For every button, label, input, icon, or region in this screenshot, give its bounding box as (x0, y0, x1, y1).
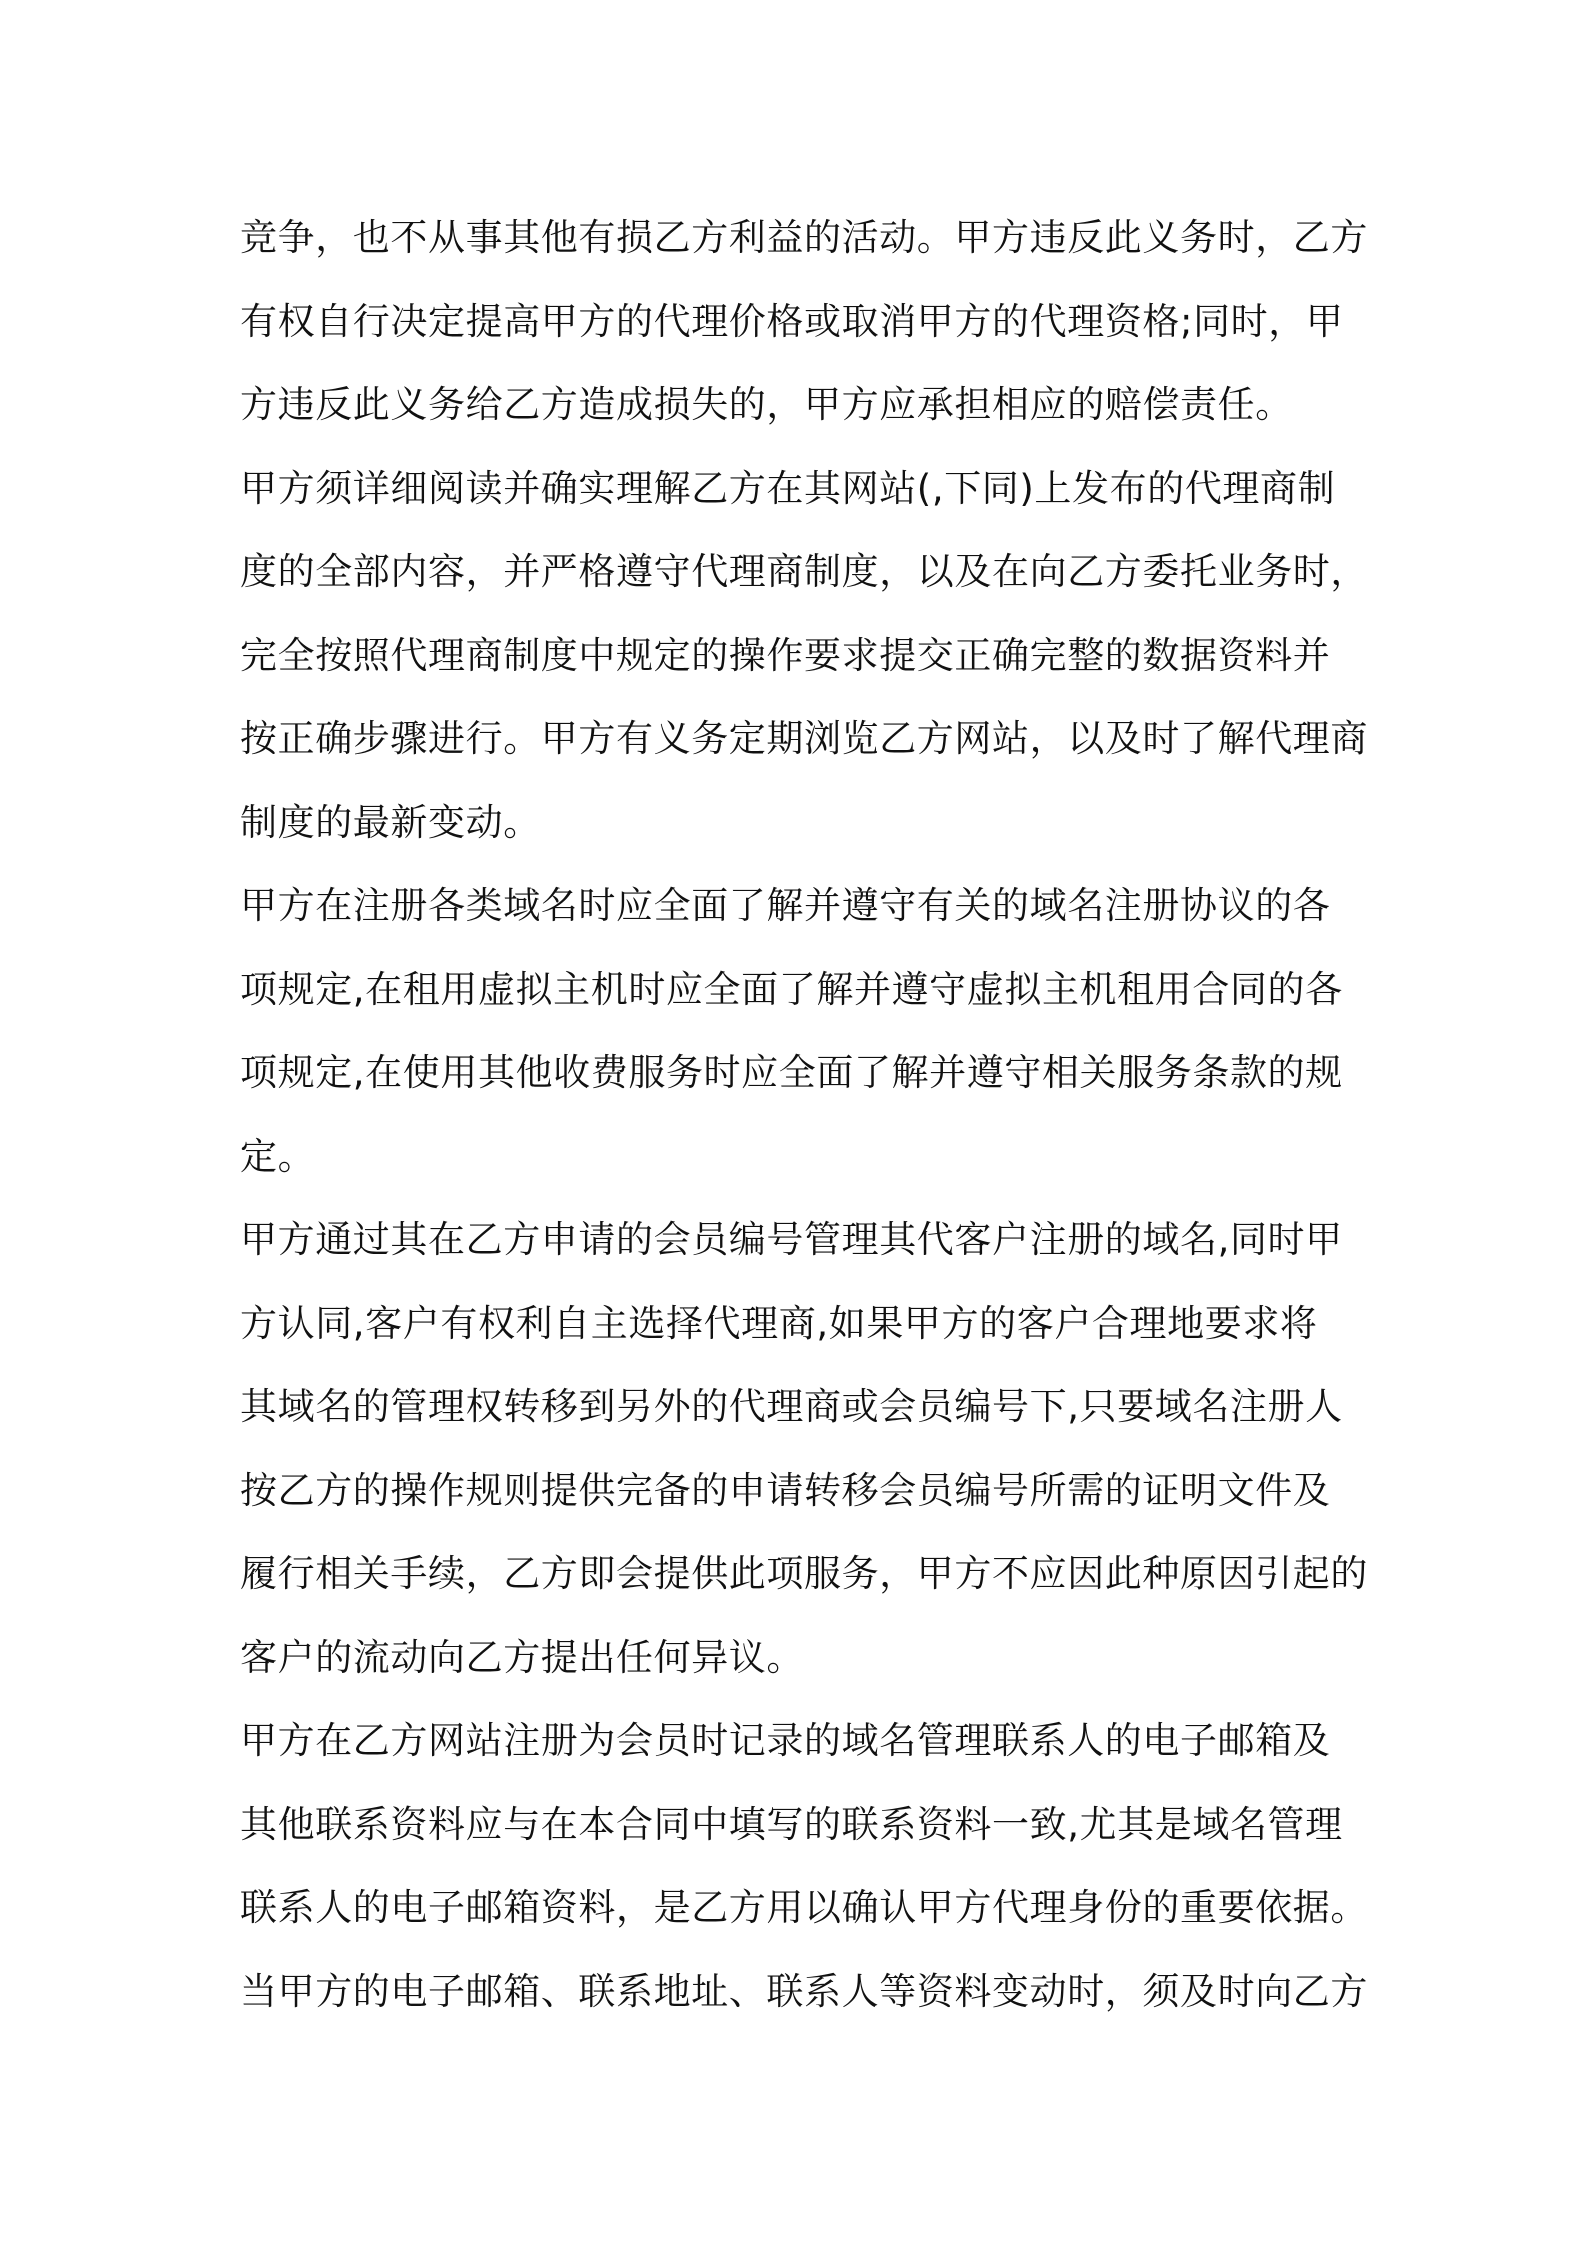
text-line: 制度的最新变动。 (240, 800, 541, 844)
paragraph-5 (240, 1699, 1370, 2033)
text-line: 定。 (240, 1134, 316, 1178)
text-line: 方违反此义务给乙方造成损失的，甲方应承担相应的赔偿责任。 (240, 383, 1293, 426)
text-line: 其域名的管理权转移到另外的代理商或会员编号下,只要域名注册人 (240, 1385, 1343, 1428)
text-line: 甲方在乙方网站注册为会员时记录的域名管理联系人的电子邮箱及 (240, 1719, 1331, 1762)
paragraph-3 (240, 864, 1370, 1198)
paragraph-2 (240, 447, 1370, 865)
paragraph-1 (240, 196, 1370, 447)
text-line: 甲方须详细阅读并确实理解乙方在其网站(,下同)上发布的代理商制 (240, 466, 1336, 510)
text-line: 按正确步骤进行。甲方有义务定期浏览乙方网站，以及时了解代理商 (240, 717, 1368, 760)
text-line: 按乙方的操作规则提供完备的申请转移会员编号所需的证明文件及 (240, 1468, 1331, 1512)
text-line: 甲方在注册各类域名时应全面了解并遵守有关的域名注册协议的各 (240, 884, 1331, 927)
text-line: 项规定,在租用虚拟主机时应全面了解并遵守虚拟主机租用合同的各 (240, 967, 1343, 1011)
text-line: 竞争，也不从事其他有损乙方利益的活动。甲方违反此义务时，乙方 (240, 216, 1368, 259)
text-line: 其他联系资料应与在本合同中填写的联系资料一致,尤其是域名管理 (240, 1802, 1343, 1846)
text-line: 项规定,在使用其他收费服务时应全面了解并遵守相关服务条款的规 (240, 1051, 1343, 1094)
text-line: 完全按照代理商制度中规定的操作要求提交正确完整的数据资料并 (240, 633, 1331, 677)
document-body (240, 196, 1370, 2033)
text-line: 甲方通过其在乙方申请的会员编号管理其代客户注册的域名,同时甲 (240, 1218, 1343, 1261)
text-line: 履行相关手续，乙方即会提供此项服务，甲方不应因此种原因引起的 (240, 1552, 1368, 1595)
text-line: 有权自行决定提高甲方的代理价格或取消甲方的代理资格;同时，甲 (240, 299, 1344, 343)
text-line: 方认同,客户有权利自主选择代理商,如果甲方的客户合理地要求将 (240, 1301, 1318, 1345)
text-line: 当甲方的电子邮箱、联系地址、联系人等资料变动时，须及时向乙方 (240, 1969, 1368, 2013)
paragraph-4 (240, 1198, 1370, 1699)
text-line: 度的全部内容，并严格遵守代理商制度，以及在向乙方委托业务时， (240, 550, 1368, 593)
text-line: 客户的流动向乙方提出任何异议。 (240, 1635, 804, 1679)
text-line: 联系人的电子邮箱资料，是乙方用以确认甲方代理身份的重要依据。 (240, 1886, 1368, 1929)
